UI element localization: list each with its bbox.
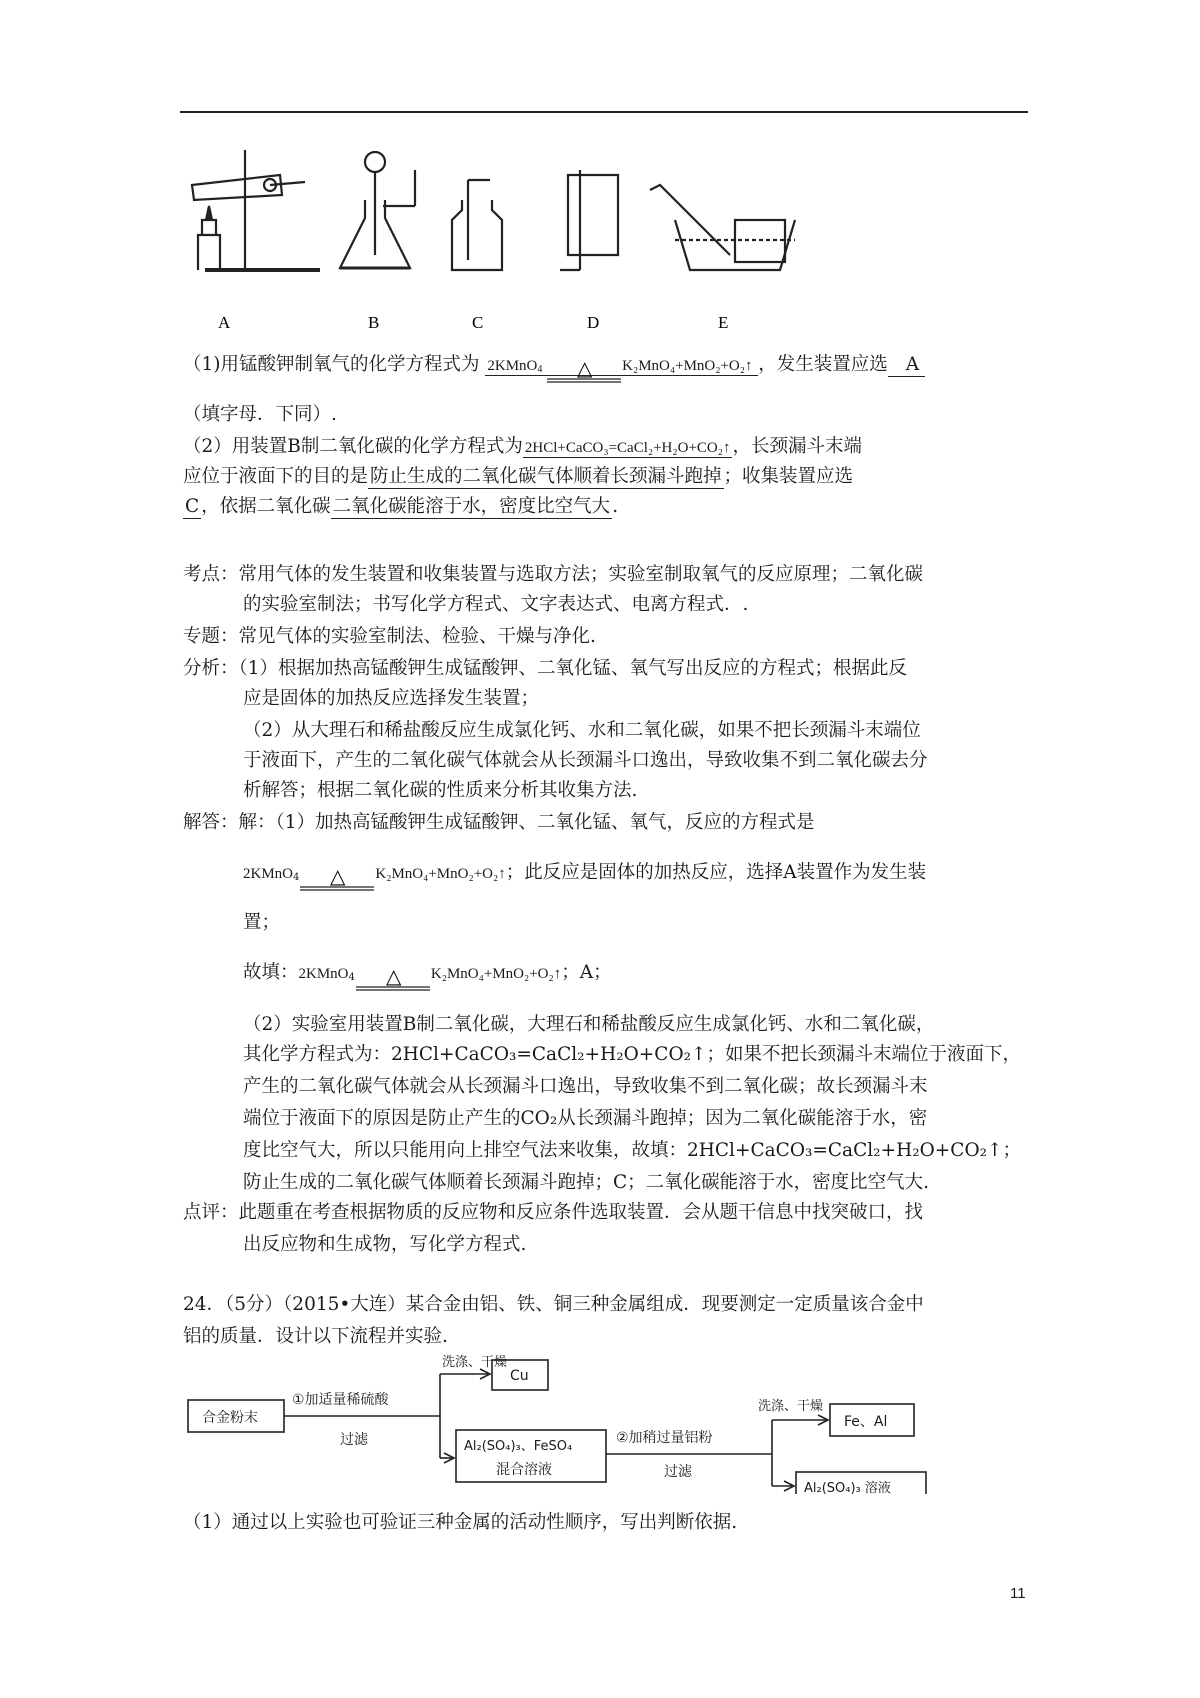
apparatus-label-a: A bbox=[218, 313, 231, 332]
q2-purpose: 防止生成的二氧化碳气体顺着长颈漏斗跑掉 bbox=[370, 466, 722, 487]
flow-feal: Fe、Al bbox=[844, 1414, 888, 1430]
jieda-eq1-right: K₂MnO₄+MnO₂+O₂↑ bbox=[375, 866, 506, 882]
jieda-line-8: 端位于液面下的原因是防止产生的CO₂从长颈漏斗跑掉；因为二氧化碳能溶于水，密 bbox=[243, 1108, 928, 1129]
jieda-line-1: 解答：解：（1）加热高锰酸钾生成锰酸钾、二氧化锰、氧气，反应的方程式是 bbox=[183, 812, 815, 833]
dianping-line-1: 点评：此题重在考查根据物质的反应物和反应条件选取装置．会从题干信息中找突破口，找 bbox=[183, 1202, 924, 1223]
q1-eq-condition bbox=[547, 361, 621, 385]
flow-wash1: 洗涤、干燥 bbox=[442, 1355, 508, 1370]
q2-line-3 bbox=[183, 492, 618, 522]
q2-line3-mid: ，依据二氧化碳 bbox=[201, 496, 331, 517]
q2-prefix: （2）用装置B制二氧化碳的化学方程式为 bbox=[183, 436, 523, 457]
q2-equation: 2HCl+CaCO₃=CaCl₂+H₂O+CO₂↑ bbox=[524, 440, 731, 456]
header-rule bbox=[180, 111, 1028, 113]
flow-cu: Cu bbox=[510, 1368, 529, 1384]
q1-line-1 bbox=[183, 350, 925, 385]
fenxi-line-1: 分析：（1）根据加热高锰酸钾生成锰酸钾、二氧化锰、氧气写出反应的方程式；根据此反 bbox=[183, 658, 908, 679]
q1-mid: ，发生装置应选 bbox=[758, 354, 888, 375]
q24-part-1: （1）通过以上实验也可验证三种金属的活动性顺序，写出判断依据. bbox=[183, 1512, 738, 1533]
q1-eq-left-sub: 4 bbox=[537, 364, 543, 375]
flow-mix2: 混合溶液 bbox=[496, 1462, 552, 1478]
kaodian-line-1: 考点：常用气体的发生装置和收集装置与选取方法；实验室制取氧气的反应原理；二氧化碳 bbox=[183, 564, 924, 585]
q1-eq-right: K₂MnO₄+MnO₂+O₂↑ bbox=[622, 358, 753, 374]
jieda-line-10: 防止生成的二氧化碳气体顺着长颈漏斗跑掉；C；二氧化碳能溶于水，密度比空气大. bbox=[243, 1172, 930, 1193]
jieda-line-7: 产生的二氧化碳气体就会从长颈漏斗口逸出，导致收集不到二氧化碳；故长颈漏斗末 bbox=[243, 1076, 928, 1097]
fenxi-line-3: （2）从大理石和稀盐酸反应生成氯化钙、水和二氧化碳，如果不把长颈漏斗末端位 bbox=[243, 720, 921, 741]
apparatus-label-e: E bbox=[718, 313, 729, 332]
q2-collect: C bbox=[185, 496, 200, 517]
q1-answer: A bbox=[888, 354, 925, 377]
jieda-eq2-triangle: △ bbox=[385, 969, 402, 988]
q24-line-1: 24．（5分）（2015•大连）某合金由铝、铁、铜三种金属组成．现要测定一定质量该合金中 bbox=[183, 1294, 924, 1315]
flow-mix1: Al₂(SO₄)₃、FeSO₄ bbox=[464, 1439, 573, 1454]
jieda-eq1-left: 2KMnO bbox=[243, 866, 294, 882]
flowchart bbox=[180, 1354, 960, 1494]
jieda-line-2-tail: ；此反应是固体的加热反应，选择A装置作为发生装 bbox=[505, 862, 927, 883]
q2-line2-prefix: 应位于液面下的目的是 bbox=[183, 466, 369, 487]
kaodian-line-2: 的实验室制法；书写化学方程式、文字表达式、电离方程式．. bbox=[243, 594, 749, 615]
jieda-eq1-condition bbox=[300, 869, 374, 893]
apparatus-label-b: B bbox=[368, 313, 380, 332]
dianping-line-2: 出反应物和生成物，写化学方程式. bbox=[243, 1234, 527, 1255]
apparatus-label-c: C bbox=[472, 313, 484, 332]
jieda-line-4: 故填：2KMnO$_4$ △ K₂MnO₄+MnO₂+O₂↑；A； bbox=[243, 958, 612, 993]
q1-line-2: （填字母．下同）. bbox=[183, 404, 337, 425]
jieda-line-4-prefix: 故填： bbox=[243, 962, 299, 983]
q2-line-2 bbox=[183, 462, 853, 492]
q1-eq-triangle: △ bbox=[577, 361, 593, 380]
q2-line3-tail: . bbox=[612, 496, 619, 517]
q1-prefix: （1)用锰酸钾制氧气的化学方程式为 bbox=[183, 354, 480, 375]
jieda-eq2-right: K₂MnO₄+MnO₂+O₂↑ bbox=[430, 966, 562, 982]
q1-eq-left: 2KMnO bbox=[487, 358, 538, 374]
q2-line2-tail: ；收集装置应选 bbox=[723, 466, 854, 487]
jieda-eq2-condition bbox=[356, 969, 430, 993]
jieda-eq2-left: 2KMnO bbox=[298, 966, 349, 982]
flow-step1: ①加适量稀硫酸 bbox=[292, 1392, 389, 1408]
apparatus-figure bbox=[190, 140, 840, 340]
jieda-line-3: 置； bbox=[243, 912, 281, 933]
page-number: 11 bbox=[1010, 1585, 1026, 1602]
flow-start: 合金粉末 bbox=[202, 1410, 258, 1426]
flow-wash2: 洗涤、干燥 bbox=[758, 1399, 824, 1414]
q2-tail: ，长颈漏斗末端 bbox=[732, 436, 862, 457]
jieda-line-9: 度比空气大，所以只能用向上排空气法来收集，故填：2HCl+CaCO₃=CaCl₂+H₂O+CO₂↑； bbox=[243, 1140, 1022, 1161]
q2-line-1 bbox=[183, 432, 862, 463]
flow-filter1: 过滤 bbox=[340, 1432, 368, 1448]
apparatus-label-d: D bbox=[587, 313, 600, 332]
jieda-line-6: 其化学方程式为：2HCl+CaCO₃=CaCl₂+H₂O+CO₂↑；如果不把长颈漏斗末端位于液面下， bbox=[243, 1044, 1022, 1065]
flow-step2: ②加稍过量铝粉 bbox=[616, 1430, 713, 1446]
jieda-eq1-triangle: △ bbox=[330, 869, 346, 888]
flow-al-solution: Al₂(SO₄)₃ 溶液 bbox=[804, 1481, 891, 1494]
fenxi-line-2: 应是固体的加热反应选择发生装置； bbox=[243, 688, 540, 709]
jieda-line-5: （2）实验室用装置B制二氧化碳，大理石和稀盐酸反应生成氯化钙、水和二氧化碳， bbox=[243, 1014, 935, 1035]
fenxi-line-4: 于液面下，产生的二氧化碳气体就会从长颈漏斗口逸出，导致收集不到二氧化碳去分 bbox=[243, 750, 928, 771]
q2-basis: 二氧化碳能溶于水，密度比空气大 bbox=[332, 496, 611, 517]
zhuanti: 专题：常见气体的实验室制法、检验、干燥与净化. bbox=[183, 626, 596, 647]
fenxi-line-5: 析解答；根据二氧化碳的性质来分析其收集方法. bbox=[243, 780, 638, 801]
flow-filter2: 过滤 bbox=[664, 1464, 692, 1480]
jieda-line-2: 2KMnO$_4$ △ K₂MnO₄+MnO₂+O₂↑；此反应是固体的加热反应，选择A装置作为发生装 bbox=[243, 858, 926, 893]
q24-line-2: 铝的质量．设计以下流程并实验. bbox=[183, 1326, 448, 1347]
jieda-line-4-tail: ；A； bbox=[561, 962, 612, 983]
q1-equation bbox=[485, 358, 758, 380]
